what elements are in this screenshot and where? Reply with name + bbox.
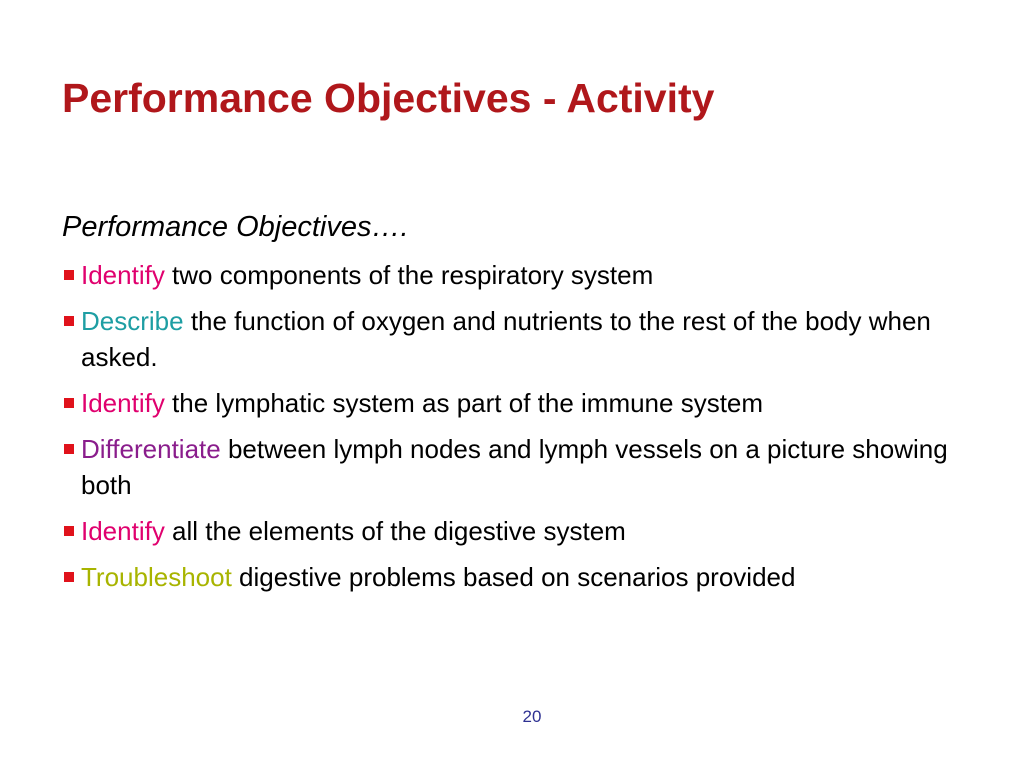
objective-verb: Describe [81, 306, 184, 336]
objective-verb: Differentiate [81, 434, 221, 464]
objective-text: all the elements of the digestive system [164, 516, 626, 546]
objective-verb: Identify [81, 388, 165, 418]
objective-text: the lymphatic system as part of the immune system [164, 388, 764, 418]
slide-subtitle: Performance Objectives…. [62, 211, 409, 243]
objective-item [62, 431, 962, 503]
page-number: 20 [522, 707, 542, 726]
objective-text: digestive problems based on scenarios provided [231, 562, 796, 592]
slide-title: Performance Objectives - Activity [62, 75, 715, 121]
objective-item [62, 559, 962, 595]
square-bullet-icon [64, 398, 74, 408]
square-bullet-icon [64, 270, 74, 280]
objective-text: the function of oxygen and nutrients to the rest of the body when asked. [81, 306, 931, 372]
objective-verb: Identify [81, 260, 165, 290]
square-bullet-icon [64, 572, 74, 582]
square-bullet-icon [64, 444, 74, 454]
objective-item [62, 257, 962, 293]
objective-item [62, 513, 962, 549]
objectives-list [62, 257, 962, 605]
objective-verb: Troubleshoot [81, 562, 232, 592]
objective-text: two components of the respiratory system [164, 260, 654, 290]
square-bullet-icon [64, 316, 74, 326]
objective-item [62, 303, 962, 375]
objective-item [62, 385, 962, 421]
square-bullet-icon [64, 526, 74, 536]
objective-verb: Identify [81, 516, 165, 546]
objective-text: between lymph nodes and lymph vessels on a picture showing both [81, 434, 948, 500]
